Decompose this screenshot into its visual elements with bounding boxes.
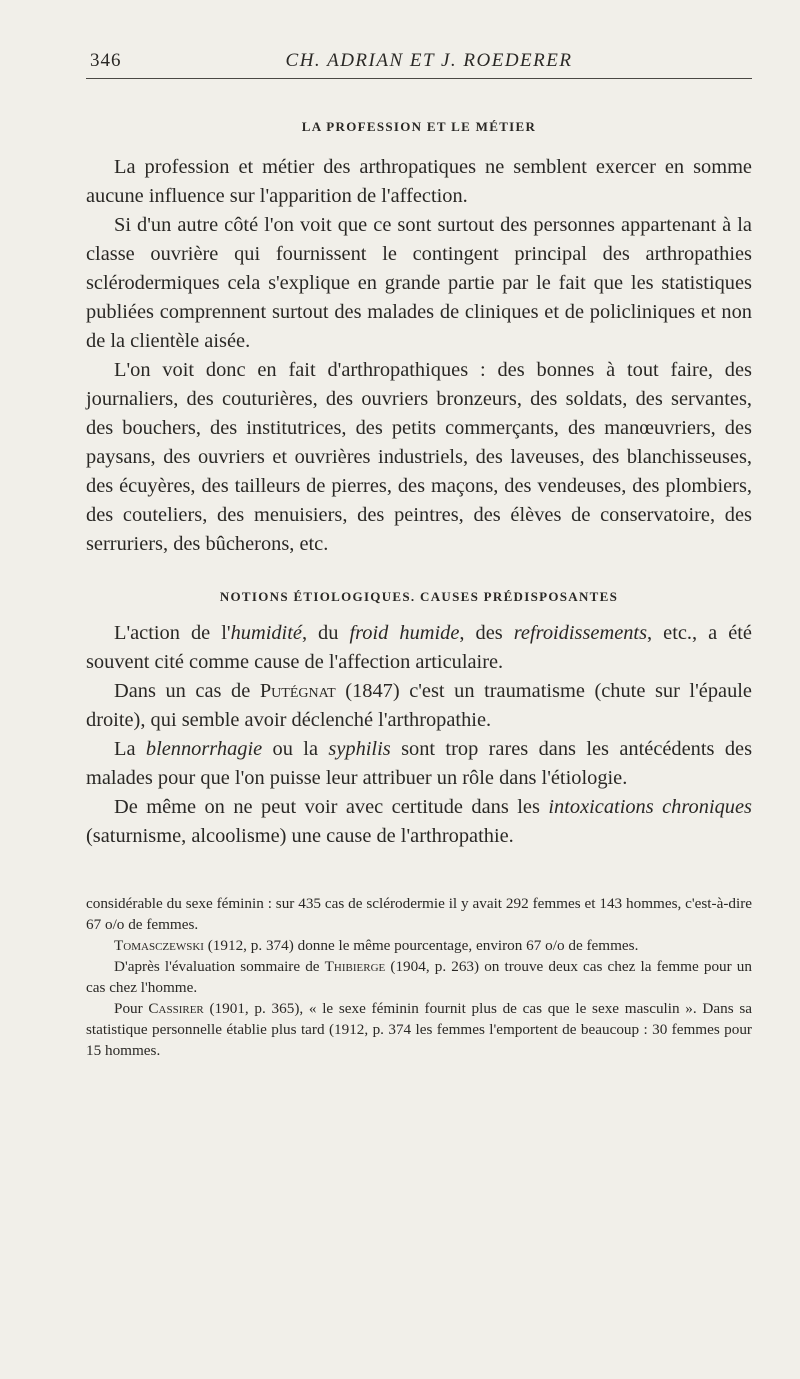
footnote: Pour Cassirer (1901, p. 365), « le sexe féminin fournit plus de cas que le sexe masculin ». Dans sa statistique personnelle établie plus tard (1912, p. 374 les femmes l'emportent de beaucoup : 30 femmes pour 15 hommes. xyxy=(86,1000,752,1059)
paragraph: La profession et métier des arthropatiques ne semblent exercer en somme aucune influence sur l'apparition de l'affection. xyxy=(86,156,752,207)
footnote: Tomasczewski (1912, p. 374) donne le même pourcentage, environ 67 o/o de femmes. xyxy=(114,937,639,954)
footnote: D'après l'évaluation sommaire de Thibierge (1904, p. 263) on trouve deux cas chez la femme pour un cas chez l'homme. xyxy=(86,958,752,996)
running-title: CH. ADRIAN ET J. ROEDERER xyxy=(285,50,573,71)
emphasis: syphilis xyxy=(328,738,391,760)
paragraph: De même on ne peut voir avec certitude dans les intoxications chroniques (saturnisme, alcoolisme) une cause de l'arthropathie. xyxy=(86,796,752,847)
emphasis: froid humide xyxy=(349,622,460,644)
paragraph: L'action de l'humidité, du froid humide, des refroidissements, etc., a été souvent cité comme cause de l'affection articulaire. xyxy=(86,622,752,673)
emphasis: refroidissements xyxy=(513,622,648,644)
emphasis: intoxications chroniques xyxy=(548,796,752,818)
footnotes xyxy=(86,893,752,1061)
emphasis: blennorrhagie xyxy=(145,738,263,760)
running-head xyxy=(86,46,752,76)
section-profession-body xyxy=(86,153,752,559)
section-heading-profession: LA PROFESSION ET LE MÉTIER xyxy=(301,119,537,134)
paragraph: La blennorrhagie ou la syphilis sont trop rares dans les antécédents des malades pour que l'on puisse leur attribuer un rôle dans l'étiologie. xyxy=(86,738,753,789)
footnote: considérable du sexe féminin : sur 435 cas de sclérodermie il y avait 292 femmes et 143 hommes, c'est-à-dire 67 o/o de femmes. xyxy=(86,895,752,933)
paragraph: Dans un cas de Putégnat (1847) c'est un traumatisme (chute sur l'épaule droite), qui semble avoir déclenché l'arthropathie. xyxy=(86,680,752,731)
paragraph: Si d'un autre côté l'on voit que ce sont surtout des personnes appartenant à la classe ouvrière qui fournissent le contingent principal des arthropathies sclérodermiques cela s'explique en grande partie par le fait que les statistiques publiées comprennent surtout des malades de cliniques et de policliniques et non de la clientèle aisée. xyxy=(86,214,752,352)
page xyxy=(86,46,752,1061)
emphasis: humidité xyxy=(230,622,302,644)
author-name: Putégnat xyxy=(259,680,336,702)
header-rule xyxy=(86,78,752,79)
author-name: Cassirer xyxy=(148,1000,204,1017)
paragraph: L'on voit donc en fait d'arthropathiques : des bonnes à tout faire, des journaliers, des couturières, des ouvriers bronzeurs, des soldats, des servantes, des bouchers, des institutrices, des petits commerçants, des manœuvriers, des paysans, des ouvriers et ouvrières industriels, des laveuses, des blanchisseuses, des écuyères, des tailleurs de pierres, des maçons, des vendeuses, des plombiers, des couteliers, des menuisiers, des peintres, des élèves de conservatoire, des serruriers, des bûcherons, etc. xyxy=(86,359,752,555)
author-name: Tomasczewski xyxy=(114,937,204,954)
section-etiology-body xyxy=(86,619,752,851)
section-heading-etiology: NOTIONS ÉTIOLOGIQUES. CAUSES PRÉDISPOSANTES xyxy=(219,589,619,604)
author-name: Thibierge xyxy=(324,958,386,975)
page-number: 346 xyxy=(90,50,122,71)
